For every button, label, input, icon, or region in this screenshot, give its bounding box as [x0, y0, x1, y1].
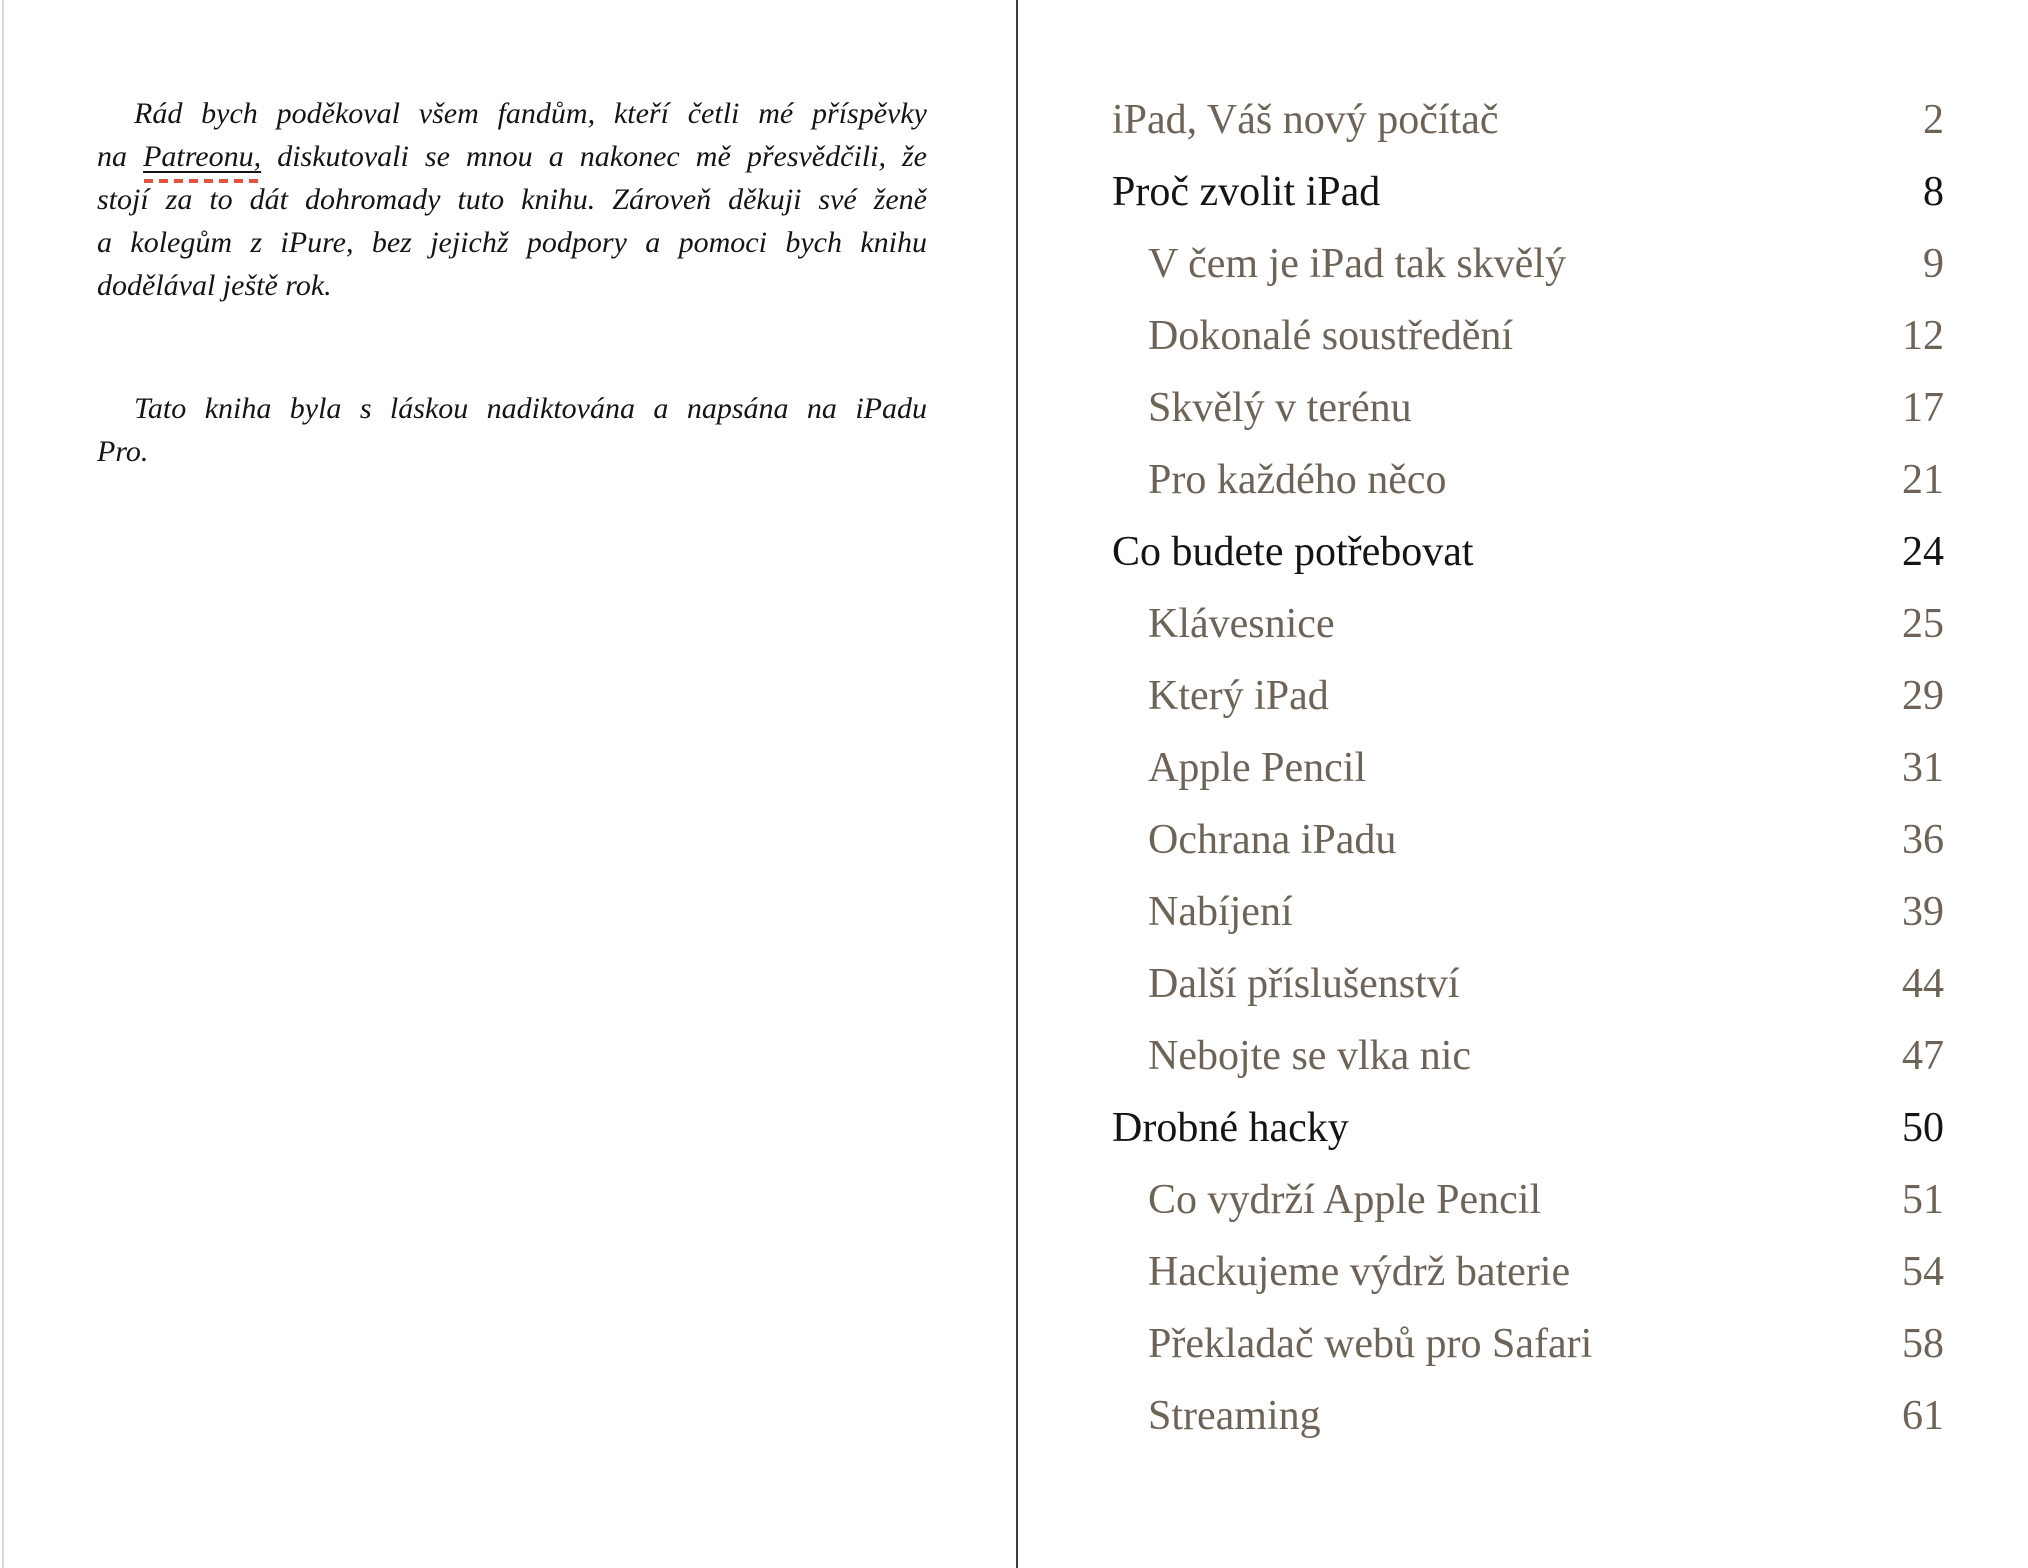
paragraph2-line1: Tato kniha byla s láskou nadiktována a napsána na iPadu — [134, 392, 927, 425]
toc-entry[interactable] — [1019, 372, 2028, 444]
toc-entry-label: Klávesnice — [1148, 601, 1335, 647]
toc-entry-page: 39 — [1902, 889, 1944, 935]
toc-entry-page: 47 — [1902, 1033, 1944, 1079]
toc-entry-label: Dokonalé soustředění — [1148, 313, 1514, 359]
toc-entry-page: 44 — [1902, 961, 1944, 1007]
toc-entry[interactable] — [1019, 84, 2028, 156]
patreon-link[interactable]: Patreonu, — [143, 140, 262, 173]
paragraph1-line2-pre: na — [97, 140, 144, 173]
paragraph1-line3: stojí za to dát dohromady tuto knihu. Zároveň děkuji své ženě — [97, 183, 927, 216]
toc-entry-label: Co budete potřebovat — [1112, 529, 1474, 575]
toc-entry-page: 50 — [1902, 1105, 1944, 1151]
toc-entry-page: 29 — [1902, 673, 1944, 719]
table-of-contents — [1019, 84, 2028, 1452]
toc-entry-label: Skvělý v terénu — [1148, 385, 1412, 431]
page-divider — [1016, 0, 1018, 1568]
toc-entry[interactable] — [1019, 1308, 2028, 1380]
toc-entry-page: 61 — [1902, 1393, 1944, 1439]
left-page — [97, 92, 927, 473]
paragraph2-last-line: Pro. — [97, 435, 149, 468]
toc-entry-label: Hackujeme výdrž baterie — [1148, 1249, 1571, 1295]
toc-entry-page: 12 — [1902, 313, 1944, 359]
colophon-paragraph — [97, 387, 927, 430]
toc-entry[interactable] — [1019, 300, 2028, 372]
toc-entry-label: Streaming — [1148, 1393, 1321, 1439]
toc-entry-page: 58 — [1902, 1321, 1944, 1367]
toc-entry-label: Nabíjení — [1148, 889, 1293, 935]
toc-entry-label: Ochrana iPadu — [1148, 817, 1397, 863]
toc-entry-label: V čem je iPad tak skvělý — [1148, 241, 1566, 287]
toc-entry-label: Nebojte se vlka nic — [1148, 1033, 1472, 1079]
paragraph1-last-line: dodělával ještě rok. — [97, 269, 332, 302]
toc-entry-page: 2 — [1923, 97, 1944, 143]
toc-entry-page: 9 — [1923, 241, 1944, 287]
toc-entry[interactable] — [1019, 1164, 2028, 1236]
toc-entry-label: Pro každého něco — [1148, 457, 1447, 503]
toc-entry[interactable] — [1019, 732, 2028, 804]
toc-entry-label: Další příslušenství — [1148, 961, 1460, 1007]
toc-entry-label: Drobné hacky — [1112, 1105, 1349, 1151]
paragraph1-line2-post: diskutovali se mnou a nakonec mě přesvědčili, že — [261, 140, 928, 173]
toc-entry[interactable] — [1019, 444, 2028, 516]
toc-entry-page: 54 — [1902, 1249, 1944, 1295]
paragraph1-line4: a kolegům z iPure, bez jejichž podpory a pomoci bych knihu — [97, 226, 927, 259]
toc-entry-page: 31 — [1902, 745, 1944, 791]
page-edge-line — [2, 0, 4, 1568]
toc-entry-label: iPad, Váš nový počítač — [1112, 97, 1499, 143]
toc-entry[interactable] — [1019, 1020, 2028, 1092]
toc-entry-label: Proč zvolit iPad — [1112, 169, 1381, 215]
toc-entry[interactable] — [1019, 1380, 2028, 1452]
toc-entry-label: Překladač webů pro Safari — [1148, 1321, 1593, 1367]
paragraph1-line1: Rád bych poděkoval všem fandům, kteří četli mé příspěvky — [134, 97, 927, 130]
toc-entry[interactable] — [1019, 516, 2028, 588]
toc-entry[interactable] — [1019, 156, 2028, 228]
toc-entry-page: 17 — [1902, 385, 1944, 431]
acknowledgment-paragraph — [97, 92, 927, 264]
toc-entry[interactable] — [1019, 228, 2028, 300]
toc-entry-page: 21 — [1902, 457, 1944, 503]
toc-entry-page: 25 — [1902, 601, 1944, 647]
toc-entry-page: 8 — [1923, 169, 1944, 215]
toc-entry-page: 51 — [1902, 1177, 1944, 1223]
toc-entry-label: Co vydrží Apple Pencil — [1148, 1177, 1542, 1223]
toc-entry[interactable] — [1019, 948, 2028, 1020]
toc-entry-label: Který iPad — [1148, 673, 1329, 719]
toc-entry-page: 24 — [1902, 529, 1944, 575]
toc-entry[interactable] — [1019, 1236, 2028, 1308]
toc-entry[interactable] — [1019, 1092, 2028, 1164]
toc-entry-label: Apple Pencil — [1148, 745, 1367, 791]
toc-entry[interactable] — [1019, 804, 2028, 876]
toc-entry[interactable] — [1019, 588, 2028, 660]
toc-entry[interactable] — [1019, 660, 2028, 732]
toc-entry[interactable] — [1019, 876, 2028, 948]
toc-entry-page: 36 — [1902, 817, 1944, 863]
